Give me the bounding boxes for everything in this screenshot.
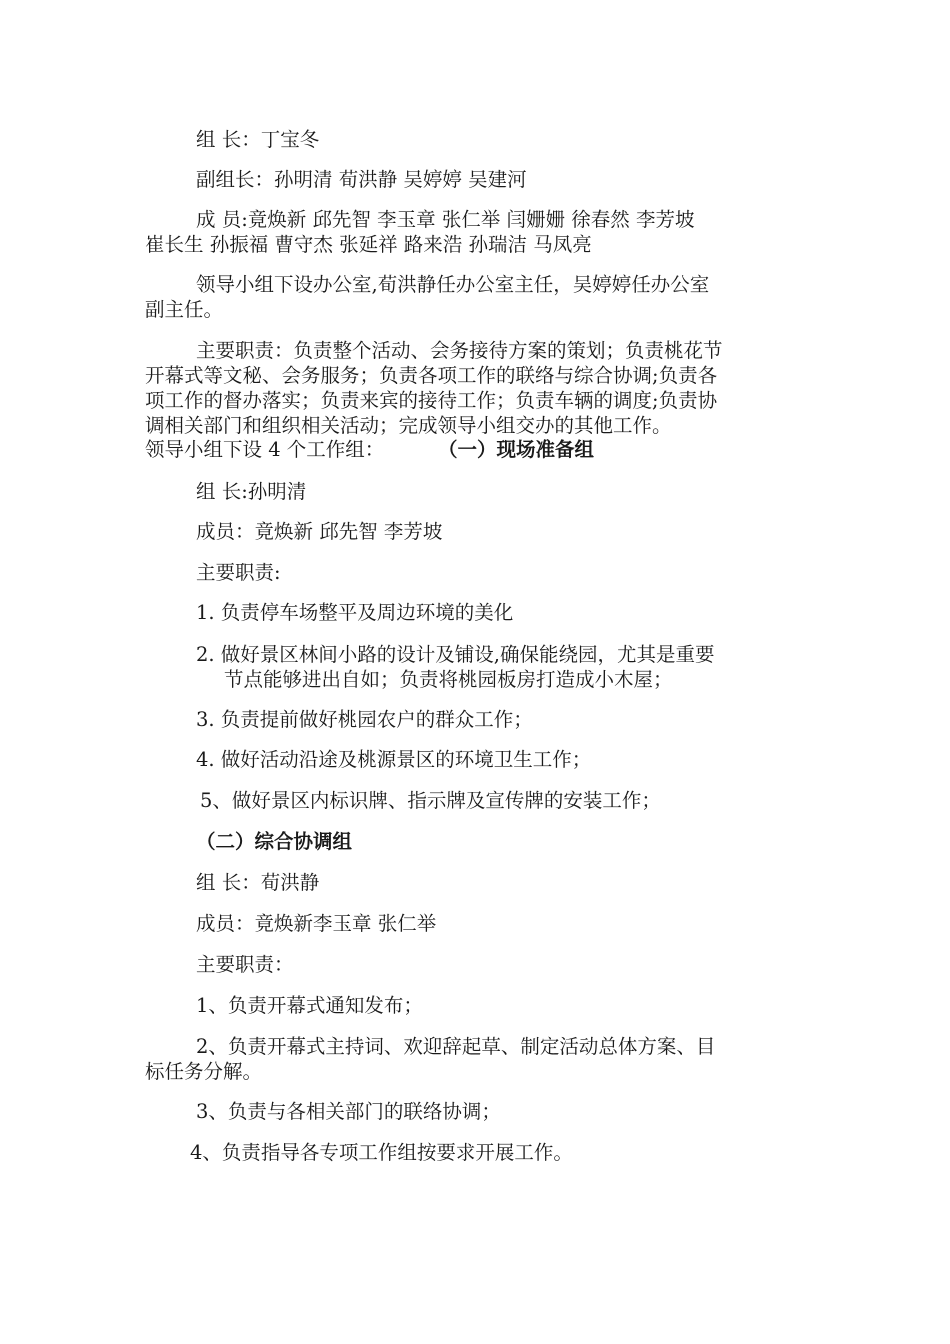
group1-members: 成员：竟焕新 邱先智 李芳坡 [196,520,443,543]
group1-title: （一）现场准备组 [438,438,595,461]
group2-item-2-line-1: 2、负责开幕式主持词、欢迎辞起草、制定活动总体方案、目 [196,1035,716,1058]
duties-line-3: 项工作的督办落实；负责来宾的接待工作；负责车辆的调度;负责协 [145,389,718,412]
group2-item-4: 4、负责指导各专项工作组按要求开展工作。 [190,1141,573,1164]
group2-title: （二）综合协调组 [196,830,353,853]
group2-item-1: 1、负责开幕式通知发布； [196,994,423,1017]
group1-item-5: 5、做好景区内标识牌、指示牌及宣传牌的安装工作； [200,789,661,812]
work-groups-intro: 领导小组下设 4 个工作组： [145,438,385,461]
group1-item-1: 1. 负责停车场整平及周边环境的美化 [196,601,514,624]
group1-duties-label: 主要职责: [196,561,281,584]
duties-line-1: 主要职责：负责整个活动、会务接待方案的策划；负责桃花节 [196,339,723,362]
office-line-1: 领导小组下设办公室,荀洪静任办公室主任，吴婷婷任办公室 [196,273,710,296]
group1-item-4: 4. 做好活动沿途及桃源景区的环境卫生工作； [196,748,592,771]
group2-duties-label: 主要职责： [196,953,294,976]
group2-leader: 组 长：荀洪静 [196,871,320,894]
group1-item-2-line-1: 2. 做好景区林间小路的设计及铺设,确保能绕园，尤其是重要 [196,643,715,666]
members-line-2: 崔长生 孙振福 曹守杰 张延祥 路来浩 孙瑞洁 马凤亮 [145,233,592,256]
duties-line-4: 调相关部门和组织相关活动；完成领导小组交办的其他工作。 [145,414,672,437]
leader-line: 组 长：丁宝冬 [196,128,320,151]
group1-item-3: 3. 负责提前做好桃园农户的群众工作； [196,708,533,731]
duties-line-2: 开幕式等文秘、会务服务；负责各项工作的联络与综合协调;负责各 [145,364,718,387]
members-line-1: 成 员:竟焕新 邱先智 李玉章 张仁举 闫姗姗 徐春然 李芳坡 [196,208,695,231]
group2-item-2-line-2: 标任务分解。 [145,1060,263,1083]
group2-members: 成员：竟焕新李玉章 张仁举 [196,912,437,935]
group1-leader: 组 长:孙明清 [196,480,307,503]
deputy-leader-line: 副组长：孙明清 荀洪静 吴婷婷 吴建河 [196,168,527,191]
group2-item-3: 3、负责与各相关部门的联络协调； [196,1100,501,1123]
office-line-2: 副主任。 [145,298,224,321]
group1-item-2-line-2: 节点能够进出自如；负责将桃园板房打造成小木屋； [224,668,673,691]
